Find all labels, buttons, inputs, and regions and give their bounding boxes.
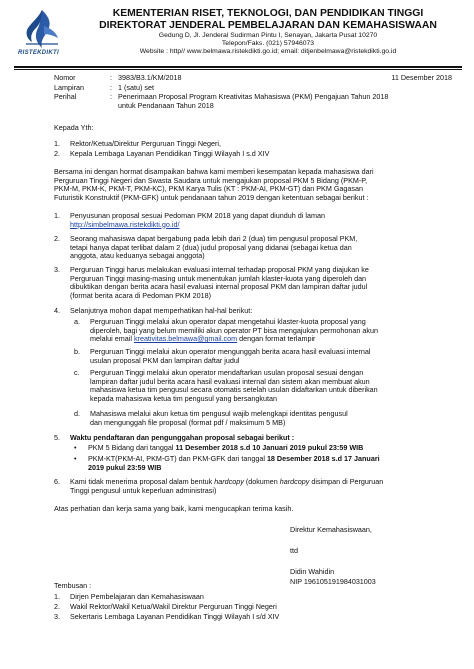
lampiran-row: Lampiran : 1 (satu) set bbox=[54, 84, 452, 93]
cc-label: Tembusan : bbox=[54, 581, 92, 590]
point-2: Seorang mahasiswa dapat bergabung pada lebih dari 2 (dua) tim pengusul proposal PKM, tetapi hanya dapat terlibat dalam 2 (dua) judul proposal yang didanai (sebagai ketua dan anggota, atau keduanya sebagai anggota) bbox=[70, 234, 358, 261]
perihal-row: Perihal : Penerimaan Proposal Program Kreativitas Mahasiswa (PKM) Pengajuan Tahun 2018 untuk Pendanaan Tahun 2018 bbox=[54, 93, 452, 110]
point-4d: Mahasiswa melalui akun ketua tim pengusul wajib melengkapi identitas pengusul dan mengunggah file proposal (format pdf / maksimum 5 MB) bbox=[90, 409, 348, 427]
header-rule-thick bbox=[14, 66, 462, 68]
cc-3: Sekertaris Lembaga Layanan Pendidikan Tinggi Wilayah I s/d XIV bbox=[70, 612, 280, 621]
letter-page: RISTEKDIKTI KEMENTERIAN RISET, TEKNOLOGI, DAN PENDIDIKAN TINGGI DIREKTORAT JENDERAL PEMBELAJARAN DAN KEMAHASISWAAN Gedung D, Jl. Jenderal Sudirman Pintu I, Senayan, Jakarta Pusat 10270 Telepon/Faks. (021) 57946073 Website : http// www.belmawa.ristekdikti.go.id; email: ditjenbelmawa@ristekdikti.go.id Nomor : 3983/B3.1/KM/2018 11 Desember 2018 Lampiran : 1 (satu) set Perihal : Penerimaan Proposal Program Kreativitas Mahasiswa (PKM) Pengajuan Tahun 2018 untuk Pendanaan Tahun 2018 Kepada Yth: 1. Rektor/Ketua/Direktur Perguruan Tinggi Negeri, 2. Kepala Lembaga Layanan Pendidikan Tinggi Wilayah I s.d XIV Bersama ini dengan hormat disampaikan bahwa kami memberi kesempatan kepada mahasiswa dari Perguruan Tinggi Negeri dan Swasta Saudara untuk mengajukan proposal PKM 5 Bidang (PKM-P, PKM-M, PKM-K, PKM-T, PKM-KC), PKM Karya Tulis (KT : PKM-AI, PKM-GT) dan PKM Gagasan Futuristik Konstruktif (PKM-GFK) untuk pendanaan tahun 2019 dengan ketentuan sebagai berikut : 1. Penyusunan proposal sesuai Pedoman PKM 2018 yang dapat diunduh di laman http://simbelmawa.ristekdikti.go.id/ 2. Seorang mahasiswa dapat bergabung pada lebih dari 2 (dua) tim pengusul proposal PKM, tetapi hanya dapat terlibat dalam 2 (dua) judul proposal yang didanai (sebagai ketua dan anggota, atau keduanya sebagai anggota) 3. Perguruan Tinggi harus melakukan evaluasi internal terhadap proposal PKM yang diajukan ke Perguruan Tinggi masing-masing untuk menentukan jumlah klaster-kuota yang diperoleh dan dibuktikan dengan berita acara hasil evaluasi internal proposal PKM dan lampiran daftar judul (format berita acara di Pedoman PKM 2018) 4. Selanjutnya mohon dapat memperhatikan hal-hal berikut: a. Perguruan Tinggi melalui akun operator dapat mengetahui klaster-kuota proposal yang diperoleh, bagi yang belum memiliki akun operator PT bisa mengajukan permohonan akun melalui email kreativitas.belmawa@gmail.com dengan format terlampir b. Perguruan Tinggi melalui akun operator mengunggah berita acara hasil evaluasi internal usulan proposal PKM dan lampiran daftar judul c. Perguruan Tinggi melalui akun operator mendaftarkan usulan proposal sesuai dengan lampiran daftar judul berita acara hasil evaluasi internal dan sistem akan membuat akun mahasiswa ketua tim pengusul secara otomatis setelah usulan didaftarkan untuk diberikan kepada mahasiswa ketua tim pengusul yang bersangkutan d. Mahasiswa melalui akun ketua tim pengusul wajib melengkapi identitas pengusul dan mengunggah file proposal (format pdf / maksimum 5 MB) 5. Waktu pendaftaran dan pengunggahan proposal sebagai berikut : • PKM 5 Bidang dari tanggal 11 Desember 2018 s.d 10 Januari 2019 pukul 23:59 WIB • PKM-KT(PKM-AI, PKM-GT) dan PKM-GFK dari tanggal 18 Desember 2018 s.d 17 Januari 2019 pukul 23:59 WIB 6. Kami tidak menerima proposal dalam bentuk hardcopy (dokumen hardcopy disimpan di Perguruan Tinggi pengusul untuk keperluan administrasi) Atas perhatian dan kerja sama yang baik, kami mengucapkan terima kasih. Direktur Kemahasiswaan, ttd Didin Wahidin NIP 196105191984031003 Tembusan : 1. Dirjen Pembelajaran dan Kemahasiswaan 2. Wakil Rektor/Wakil Ketua/Wakil Direktur Perguruan Tinggi Negeri 3. Sekertaris Lembaga Layanan Pendidikan Tinggi Wilayah I s/d XIV bbox=[0, 0, 474, 669]
point-6: Kami tidak menerima proposal dalam bentuk hardcopy (dokumen hardcopy disimpan di Perguruan Tinggi pengusul untuk keperluan administrasi) bbox=[70, 477, 384, 495]
lampiran-label: Lampiran bbox=[54, 82, 84, 92]
point-5: Waktu pendaftaran dan pengunggahan proposal sebagai berikut : bbox=[70, 433, 295, 442]
nomor-value: 3983/B3.1/KM/2018 bbox=[118, 73, 182, 82]
intro-paragraph: Bersama ini dengan hormat disampaikan bahwa kami memberi kesempatan kepada mahasiswa dari Perguruan Tinggi Negeri dan Swasta Saudara untuk mengajukan proposal PKM 5 Bidang (PKM-P, PKM-M, PKM-K, PKM-T, PKM-KC), PKM Karya Tulis (KT : PKM-AI, PKM-GT) dan PKM Gagasan Futuristik Konstruktif (PKM-GFK) untuk pendanaan tahun 2019 dengan ketentuan sebagai berikut : bbox=[54, 167, 374, 202]
website: Website : http// www.belmawa.ristekdikti.go.id; email: ditjenbelmawa@ristekdikti.go.id bbox=[139, 48, 397, 56]
signatory-nip: NIP 196105191984031003 bbox=[290, 577, 376, 586]
point-5b: PKM-KT(PKM-AI, PKM-GT) dan PKM-GFK dari tanggal 18 Desember 2018 s.d 17 Januari 2019 pukul 23:59 WIB bbox=[88, 454, 380, 472]
perihal-label: Perihal bbox=[54, 92, 77, 102]
cc-2: Wakil Rektor/Wakil Ketua/Wakil Direktur Perguruan Tinggi Negeri bbox=[70, 602, 277, 611]
point-4: Selanjutnya mohon dapat memperhatikan hal-hal berikut: bbox=[70, 306, 253, 315]
nomor-row: Nomor : 3983/B3.1/KM/2018 bbox=[54, 74, 452, 83]
point-3: Perguruan Tinggi harus melakukan evaluasi internal terhadap proposal PKM yang diajukan ke Perguruan Tinggi masing-masing untuk menentukan jumlah klaster-kuota yang diperoleh dan dibuktikan dengan berita acara hasil evaluasi internal proposal PKM dan lampiran daftar judul (format berita acara di Pedoman PKM 2018) bbox=[70, 265, 369, 300]
nomor-label: Nomor bbox=[54, 73, 76, 82]
lampiran-value: 1 (satu) set bbox=[118, 82, 154, 92]
letterhead bbox=[72, 8, 464, 57]
recipient-1: Rektor/Ketua/Direktur Perguruan Tinggi Negeri, bbox=[70, 139, 222, 148]
signature-ttd: ttd bbox=[290, 546, 298, 555]
perihal-value: Penerimaan Proposal Program Kreativitas Mahasiswa (PKM) Pengajuan Tahun 2018 untuk Pendanaan Tahun 2018 bbox=[118, 92, 389, 110]
letter-meta bbox=[54, 74, 452, 110]
closing-sentence: Atas perhatian dan kerja sama yang baik, kami mengucapkan terima kasih. bbox=[54, 504, 294, 513]
letter-date: 11 Desember 2018 bbox=[391, 73, 452, 82]
phone: Telepon/Faks. (021) 57946073 bbox=[221, 40, 315, 48]
point-1: Penyusunan proposal sesuai Pedoman PKM 2018 yang dapat diunduh di laman http://simbelmawa.ristekdikti.go.id/ bbox=[70, 212, 452, 229]
email-link[interactable]: kreativitas.belmawa@gmail.com bbox=[133, 334, 238, 344]
simbelmawa-link[interactable]: http://simbelmawa.ristekdikti.go.id/ bbox=[70, 219, 180, 229]
recipient-2: Kepala Lembaga Layanan Pendidikan Tinggi Wilayah I s.d XIV bbox=[70, 149, 270, 158]
cc-1: Dirjen Pembelajaran dan Kemahasiswaan bbox=[70, 592, 204, 601]
signatory-title: Direktur Kemahasiswaan, bbox=[290, 525, 372, 534]
point-4b: Perguruan Tinggi melalui akun operator mengunggah berita acara hasil evaluasi internal usulan proposal PKM dan lampiran daftar judul bbox=[90, 347, 371, 365]
signatory-name: Didin Wahidin bbox=[290, 567, 335, 576]
header-rule-thin bbox=[14, 69, 462, 70]
point-4a: Perguruan Tinggi melalui akun operator dapat mengetahui klaster-kuota proposal yang diperoleh, bagi yang belum memiliki akun operator PT bisa mengajukan permohonan akun melalui email kreativitas.belmawa@gmail.com dengan format terlampir bbox=[90, 317, 378, 344]
directorate-name: DIREKTORAT JENDERAL PEMBELAJARAN DAN KEMAHASISWAAN bbox=[99, 20, 437, 31]
ministry-name: KEMENTERIAN RISET, TEKNOLOGI, DAN PENDIDIKAN TINGGI bbox=[112, 8, 424, 19]
greeting: Kepada Yth: bbox=[54, 123, 94, 132]
point-5a: PKM 5 Bidang dari tanggal 11 Desember 2018 s.d 10 Januari 2019 pukul 23:59 WIB bbox=[88, 443, 364, 452]
logo-text: RISTEKDIKTI bbox=[18, 50, 59, 56]
address: Gedung D, Jl. Jenderal Sudirman Pintu I, Senayan, Jakarta Pusat 10270 bbox=[158, 32, 378, 39]
point-4c: Perguruan Tinggi melalui akun operator mendaftarkan usulan proposal sesuai dengan lampiran daftar judul berita acara hasil evaluasi internal dan sistem akan membuat akun mahasiswa ketua tim pengusul secara otomatis setelah usulan didaftarkan untuk diberikan kepada mahasiswa ketua tim pengusul yang bersangkutan bbox=[90, 368, 378, 403]
